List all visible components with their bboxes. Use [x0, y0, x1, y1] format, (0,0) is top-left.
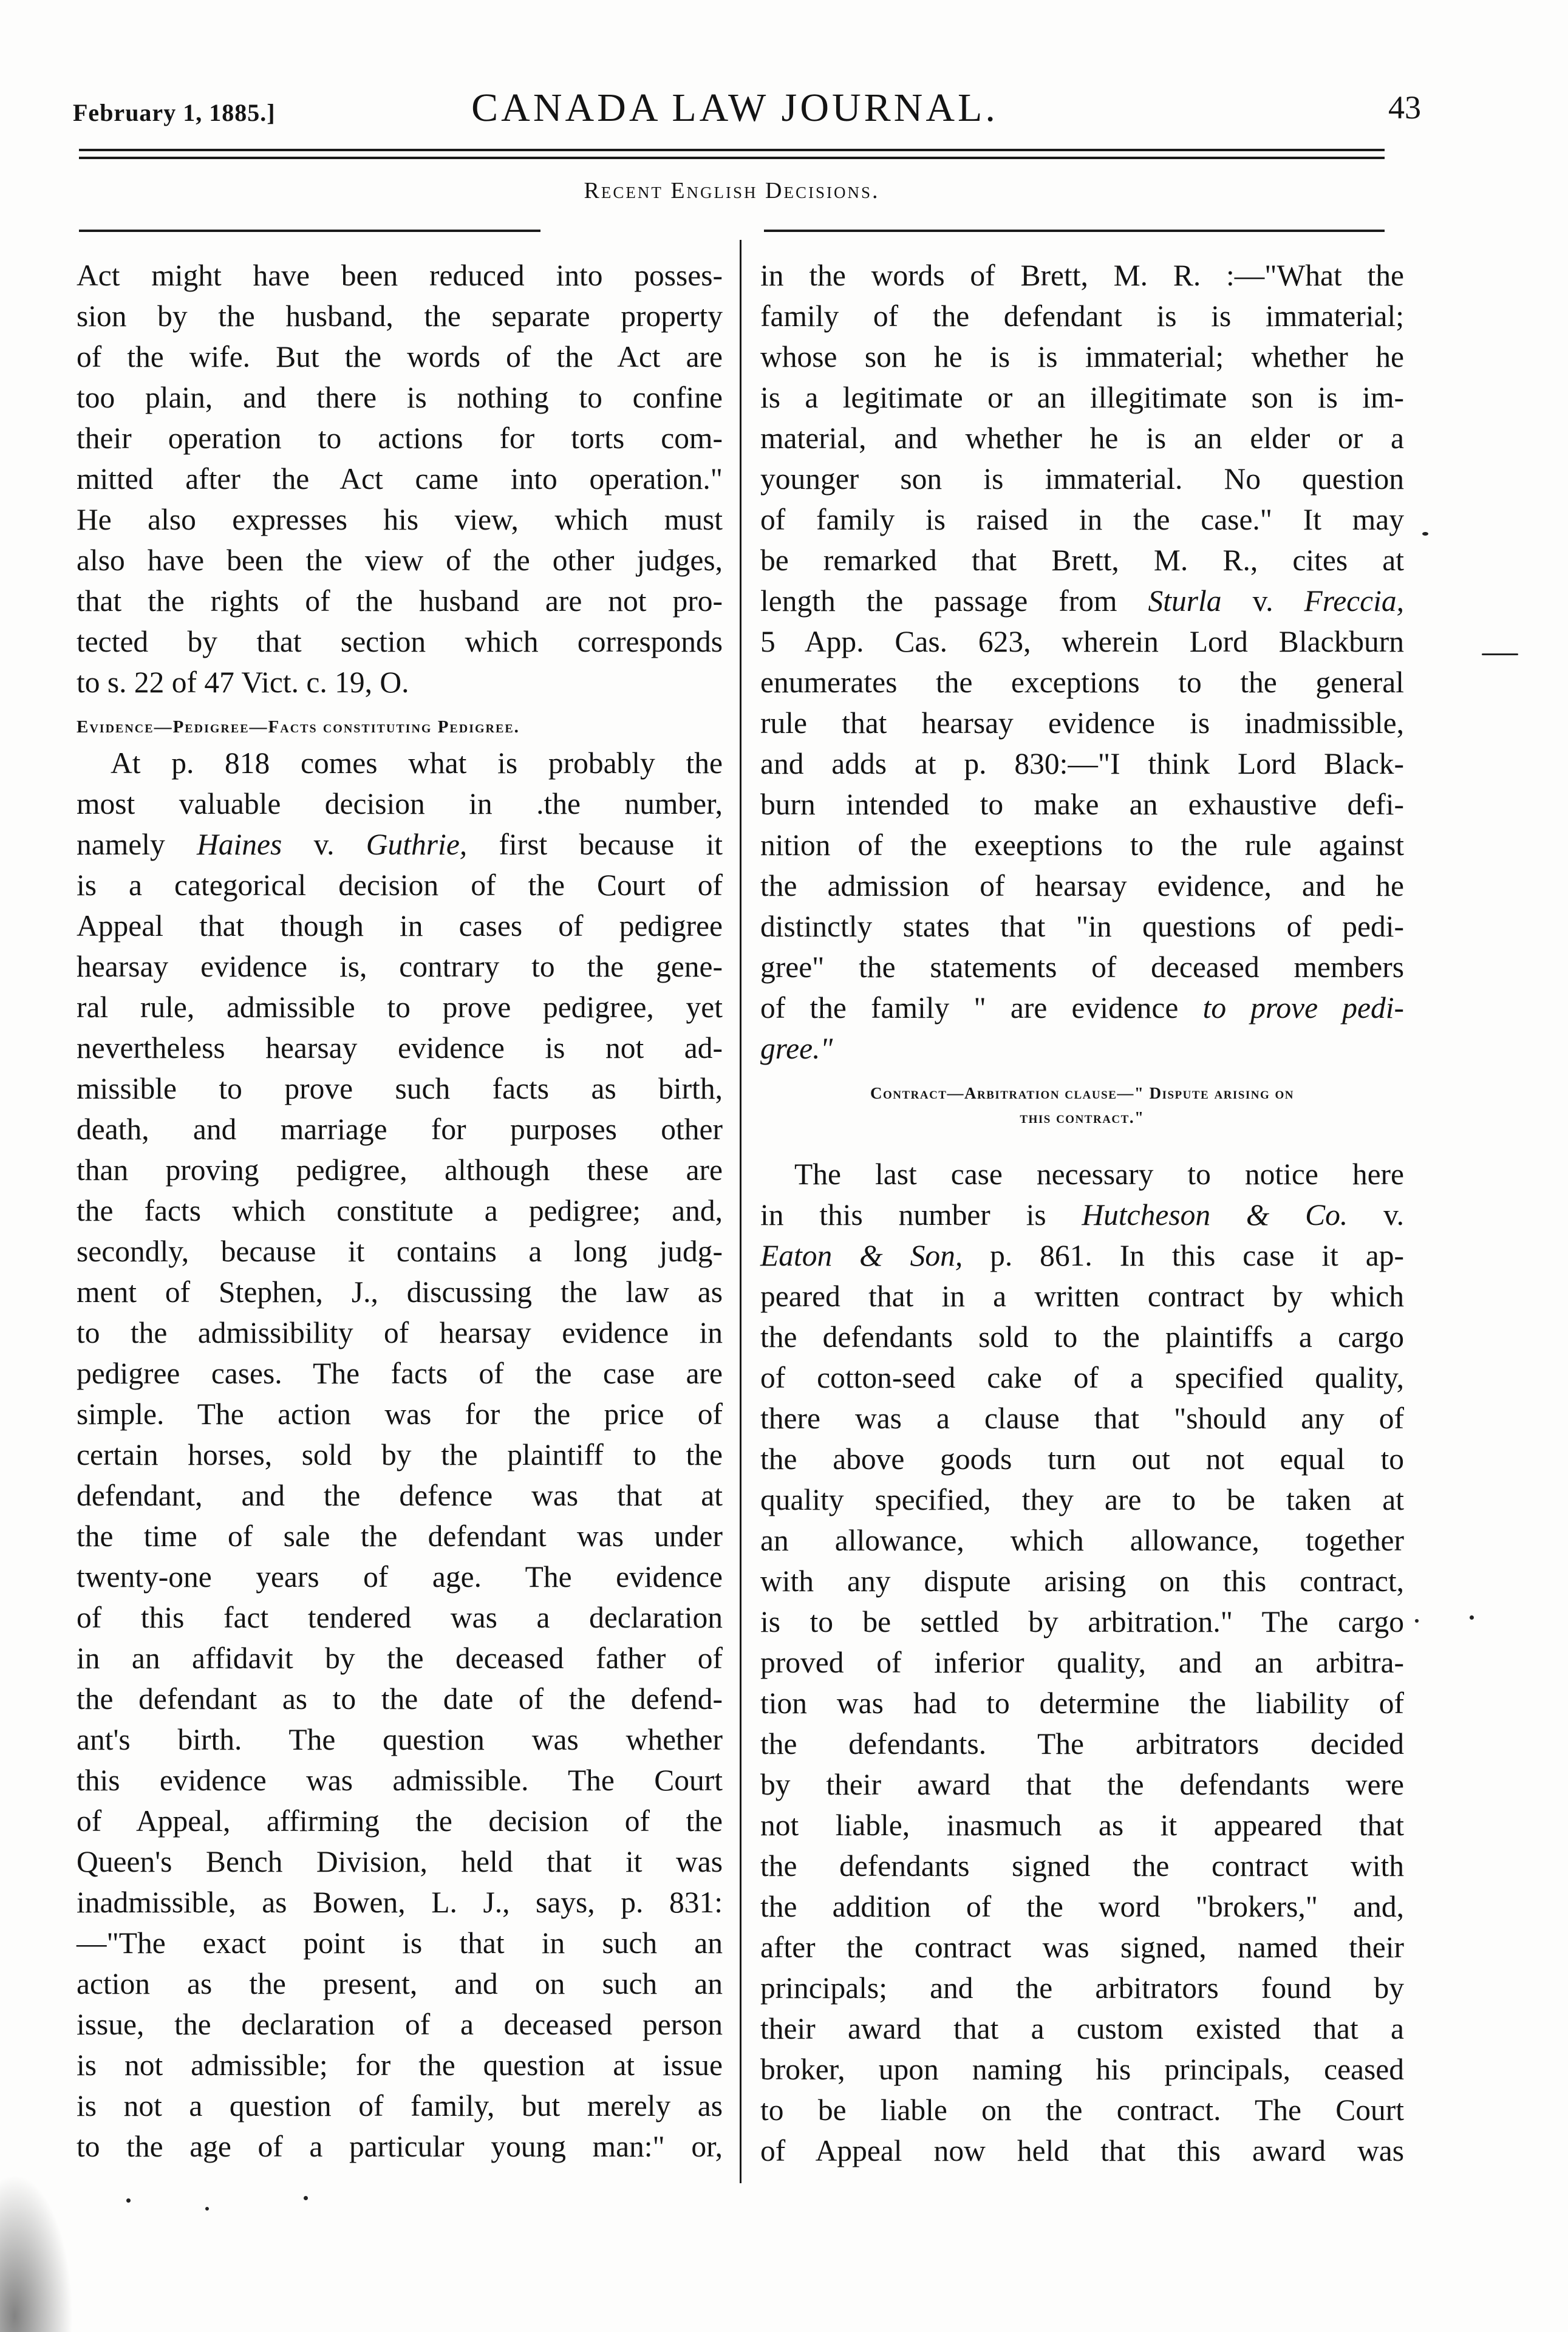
text-line: with any dispute arising on this contract, — [760, 1564, 1404, 1598]
case-heading-pedigree: Evidence—Pedigree—Facts constituting Pedigree. — [77, 717, 520, 737]
text-line: gree" the statements of deceased members — [760, 950, 1404, 984]
text-line: is not admissible; for the question at issue — [77, 2048, 723, 2082]
text-line: broker, upon naming his principals, ceased — [760, 2053, 1404, 2086]
emphasis-text: to prove pedi- — [1202, 991, 1405, 1025]
text-line: and adds at p. 830:—"I think Lord Black- — [760, 747, 1404, 780]
text-line: missible to prove such facts as birth, — [77, 1072, 723, 1105]
column-divider — [740, 240, 741, 2183]
text-line: quality specified, they are to be taken at — [760, 1483, 1404, 1516]
text-line: the admission of hearsay evidence, and he — [760, 869, 1404, 902]
text-line: is not a question of family, but merely as — [77, 2089, 723, 2122]
text-line: the facts which constitute a pedigree; and, — [77, 1194, 723, 1227]
text-line: nition of the exeeptions to the rule against — [760, 828, 1404, 862]
text-line: of Appeal now held that this award was — [760, 2134, 1404, 2167]
text-line: proved of inferior quality, and an arbitra- — [760, 1646, 1404, 1679]
text-line: the time of sale the defendant was under — [77, 1519, 723, 1553]
text-line: namely Haines v. Guthrie, first because it — [77, 828, 723, 861]
case-name: Guthrie, — [366, 828, 468, 861]
section-rule-right — [764, 230, 1385, 232]
text-line: issue, the declaration of a deceased person — [77, 2008, 723, 2041]
text-line: the defendant as to the date of the defend- — [77, 1682, 723, 1716]
text-line: to be liable on the contract. The Court — [760, 2093, 1404, 2127]
text-line: younger son is immaterial. No question — [760, 462, 1404, 496]
header-rule-top — [79, 149, 1385, 151]
text-line: At p. 818 comes what is probably the — [111, 746, 723, 780]
text-line: peared that in a written contract by which — [760, 1280, 1404, 1313]
text-line: of cotton-seed cake of a specified quality, — [760, 1361, 1404, 1394]
text-line: there was a clause that "should any of — [760, 1402, 1404, 1435]
text-line: ral rule, admissible to prove pedigree, yet — [77, 990, 723, 1024]
text-line: this evidence was admissible. The Court — [77, 1764, 723, 1797]
right-paragraph-hutcheson — [760, 1154, 1404, 2171]
text-line: to the age of a particular young man:" or, — [77, 2130, 723, 2163]
text-line: is to be settled by arbitration." The cargo — [760, 1605, 1404, 1638]
text-line: also have been the view of the other judges, — [77, 544, 723, 577]
text-line: is a legitimate or an illegitimate son is im- — [760, 381, 1404, 414]
text-line: inadmissible, as Bowen, L. J., says, p. 831: — [77, 1886, 723, 1919]
right-column — [760, 255, 1404, 2171]
text-line: length the passage from Sturla v. Freccia, — [760, 584, 1404, 618]
text-line: the above goods turn out not equal to — [760, 1442, 1404, 1476]
text-line: principals; and the arbitrators found by — [760, 1971, 1404, 2005]
text-line: than proving pedigree, although these are — [77, 1153, 723, 1187]
text-line: Queen's Bench Division, held that it was — [77, 1845, 723, 1878]
text-line: ant's birth. The question was whether — [77, 1723, 723, 1756]
text-line: twenty-one years of age. The evidence — [77, 1560, 723, 1594]
heading-line: this contract." — [1020, 1108, 1145, 1127]
text-line: whose son he is is immaterial; whether he — [760, 340, 1404, 373]
text-line: tion was had to determine the liability of — [760, 1686, 1404, 1720]
text-line: not liable, inasmuch as it appeared that — [760, 1809, 1404, 1842]
case-name: Sturla — [1148, 584, 1222, 618]
text-line: to the admissibility of hearsay evidence in — [77, 1316, 723, 1349]
section-rule-left — [79, 230, 540, 232]
text-line: —"The exact point is that in such an — [77, 1926, 723, 1960]
text-line: The last case necessary to notice here — [794, 1157, 1404, 1191]
text-line: to s. 22 of 47 Vict. c. 19, O. — [77, 666, 409, 699]
running-header — [73, 85, 1421, 140]
text-line: in an affidavit by the deceased father of — [77, 1642, 723, 1675]
text-line: tected by that section which corresponds — [77, 625, 723, 658]
text-line: of the family " are evidence to prove pedi- — [760, 991, 1405, 1025]
text-line: Appeal that though in cases of pedigree — [77, 909, 723, 943]
text-line: after the contract was signed, named their — [760, 1931, 1404, 1964]
text-line: 5 App. Cas. 623, wherein Lord Blackburn — [760, 625, 1404, 658]
text-line: be remarked that Brett, M. R., cites at — [760, 544, 1404, 577]
section-title: Recent English Decisions. — [584, 178, 880, 203]
text-line: action as the present, and on such an — [77, 1967, 723, 2000]
text-line: mitted after the Act came into operation." — [77, 462, 723, 496]
text-line: rule that hearsay evidence is inadmissible, — [760, 706, 1404, 740]
left-column — [77, 255, 723, 2167]
text-line: their award that a custom existed that a — [760, 2012, 1404, 2045]
emphasis-text: gree." — [760, 1032, 833, 1065]
text-line: death, and marriage for purposes other — [77, 1113, 723, 1146]
text-line: in the words of Brett, M. R. :—"What the — [760, 259, 1404, 292]
right-paragraph-continued — [760, 255, 1404, 1069]
left-paragraph-continued — [77, 255, 723, 703]
text-line: family of the defendant is is immaterial; — [760, 299, 1404, 333]
text-line: too plain, and there is nothing to confine — [77, 381, 723, 414]
text-line: defendant, and the defence was that at — [77, 1479, 723, 1512]
scan-shadow — [0, 2174, 73, 2332]
text-line — [760, 1028, 1404, 1069]
text-line: material, and whether he is an elder or a — [760, 421, 1404, 455]
text-line: nevertheless hearsay evidence is not ad- — [77, 1031, 723, 1065]
left-paragraph-haines — [77, 743, 723, 2167]
text-line: an allowance, which allowance, together — [760, 1524, 1404, 1557]
journal-title: CANADA LAW JOURNAL. — [471, 86, 998, 130]
text-line: that the rights of the husband are not pro- — [77, 584, 723, 618]
text-line: the defendants. The arbitrators decided — [760, 1727, 1404, 1761]
text-line: sion by the husband, the separate property — [77, 299, 723, 333]
text-line: Act might have been reduced into posses- — [77, 259, 723, 292]
issue-date: February 1, 1885.] — [73, 99, 276, 126]
heading-line: Contract—Arbitration clause—" Dispute arising on — [870, 1084, 1295, 1102]
header-rule-bottom — [79, 157, 1385, 159]
text-line: their operation to actions for torts com- — [77, 421, 723, 455]
text-line: of Appeal, affirming the decision of the — [77, 1804, 723, 1838]
page-number: 43 — [1388, 89, 1421, 126]
text-line: secondly, because it contains a long judg- — [77, 1235, 723, 1268]
case-heading-arbitration — [760, 1081, 1404, 1130]
case-name: Eaton & Son, — [760, 1239, 963, 1272]
case-name: Haines — [197, 828, 282, 861]
text-line: by their award that the defendants were — [760, 1768, 1404, 1801]
text-line: distinctly states that "in questions of pedi- — [760, 910, 1404, 943]
case-name: Hutcheson & Co. — [1082, 1198, 1348, 1232]
text-line: pedigree cases. The facts of the case are — [77, 1357, 723, 1390]
text-line: most valuable decision in .the number, — [77, 787, 723, 820]
text-line: in this number is Hutcheson & Co. v. — [760, 1198, 1404, 1232]
text-line: burn intended to make an exhaustive defi- — [760, 788, 1404, 821]
case-name: Freccia, — [1304, 584, 1404, 618]
text-line: enumerates the exceptions to the general — [760, 666, 1404, 699]
text-line: certain horses, sold by the plaintiff to the — [77, 1438, 723, 1471]
text-line: ment of Stephen, J., discussing the law as — [77, 1275, 723, 1309]
text-line: simple. The action was for the price of — [77, 1397, 723, 1431]
text-line: is a categorical decision of the Court of — [77, 868, 723, 902]
text-line: He also expresses his view, which must — [77, 503, 723, 536]
text-line: of this fact tendered was a declaration — [77, 1601, 723, 1634]
text-line: Eaton & Son, p. 861. In this case it ap- — [760, 1239, 1404, 1272]
text-line: hearsay evidence is, contrary to the gene- — [77, 950, 723, 983]
text-line: the addition of the word "brokers," and, — [760, 1890, 1404, 1923]
text-line: of the wife. But the words of the Act are — [77, 340, 723, 373]
text-line: of family is raised in the case." It may — [760, 503, 1404, 536]
text-line: the defendants sold to the plaintiffs a cargo — [760, 1320, 1404, 1354]
text-line: the defendants signed the contract with — [760, 1849, 1404, 1883]
